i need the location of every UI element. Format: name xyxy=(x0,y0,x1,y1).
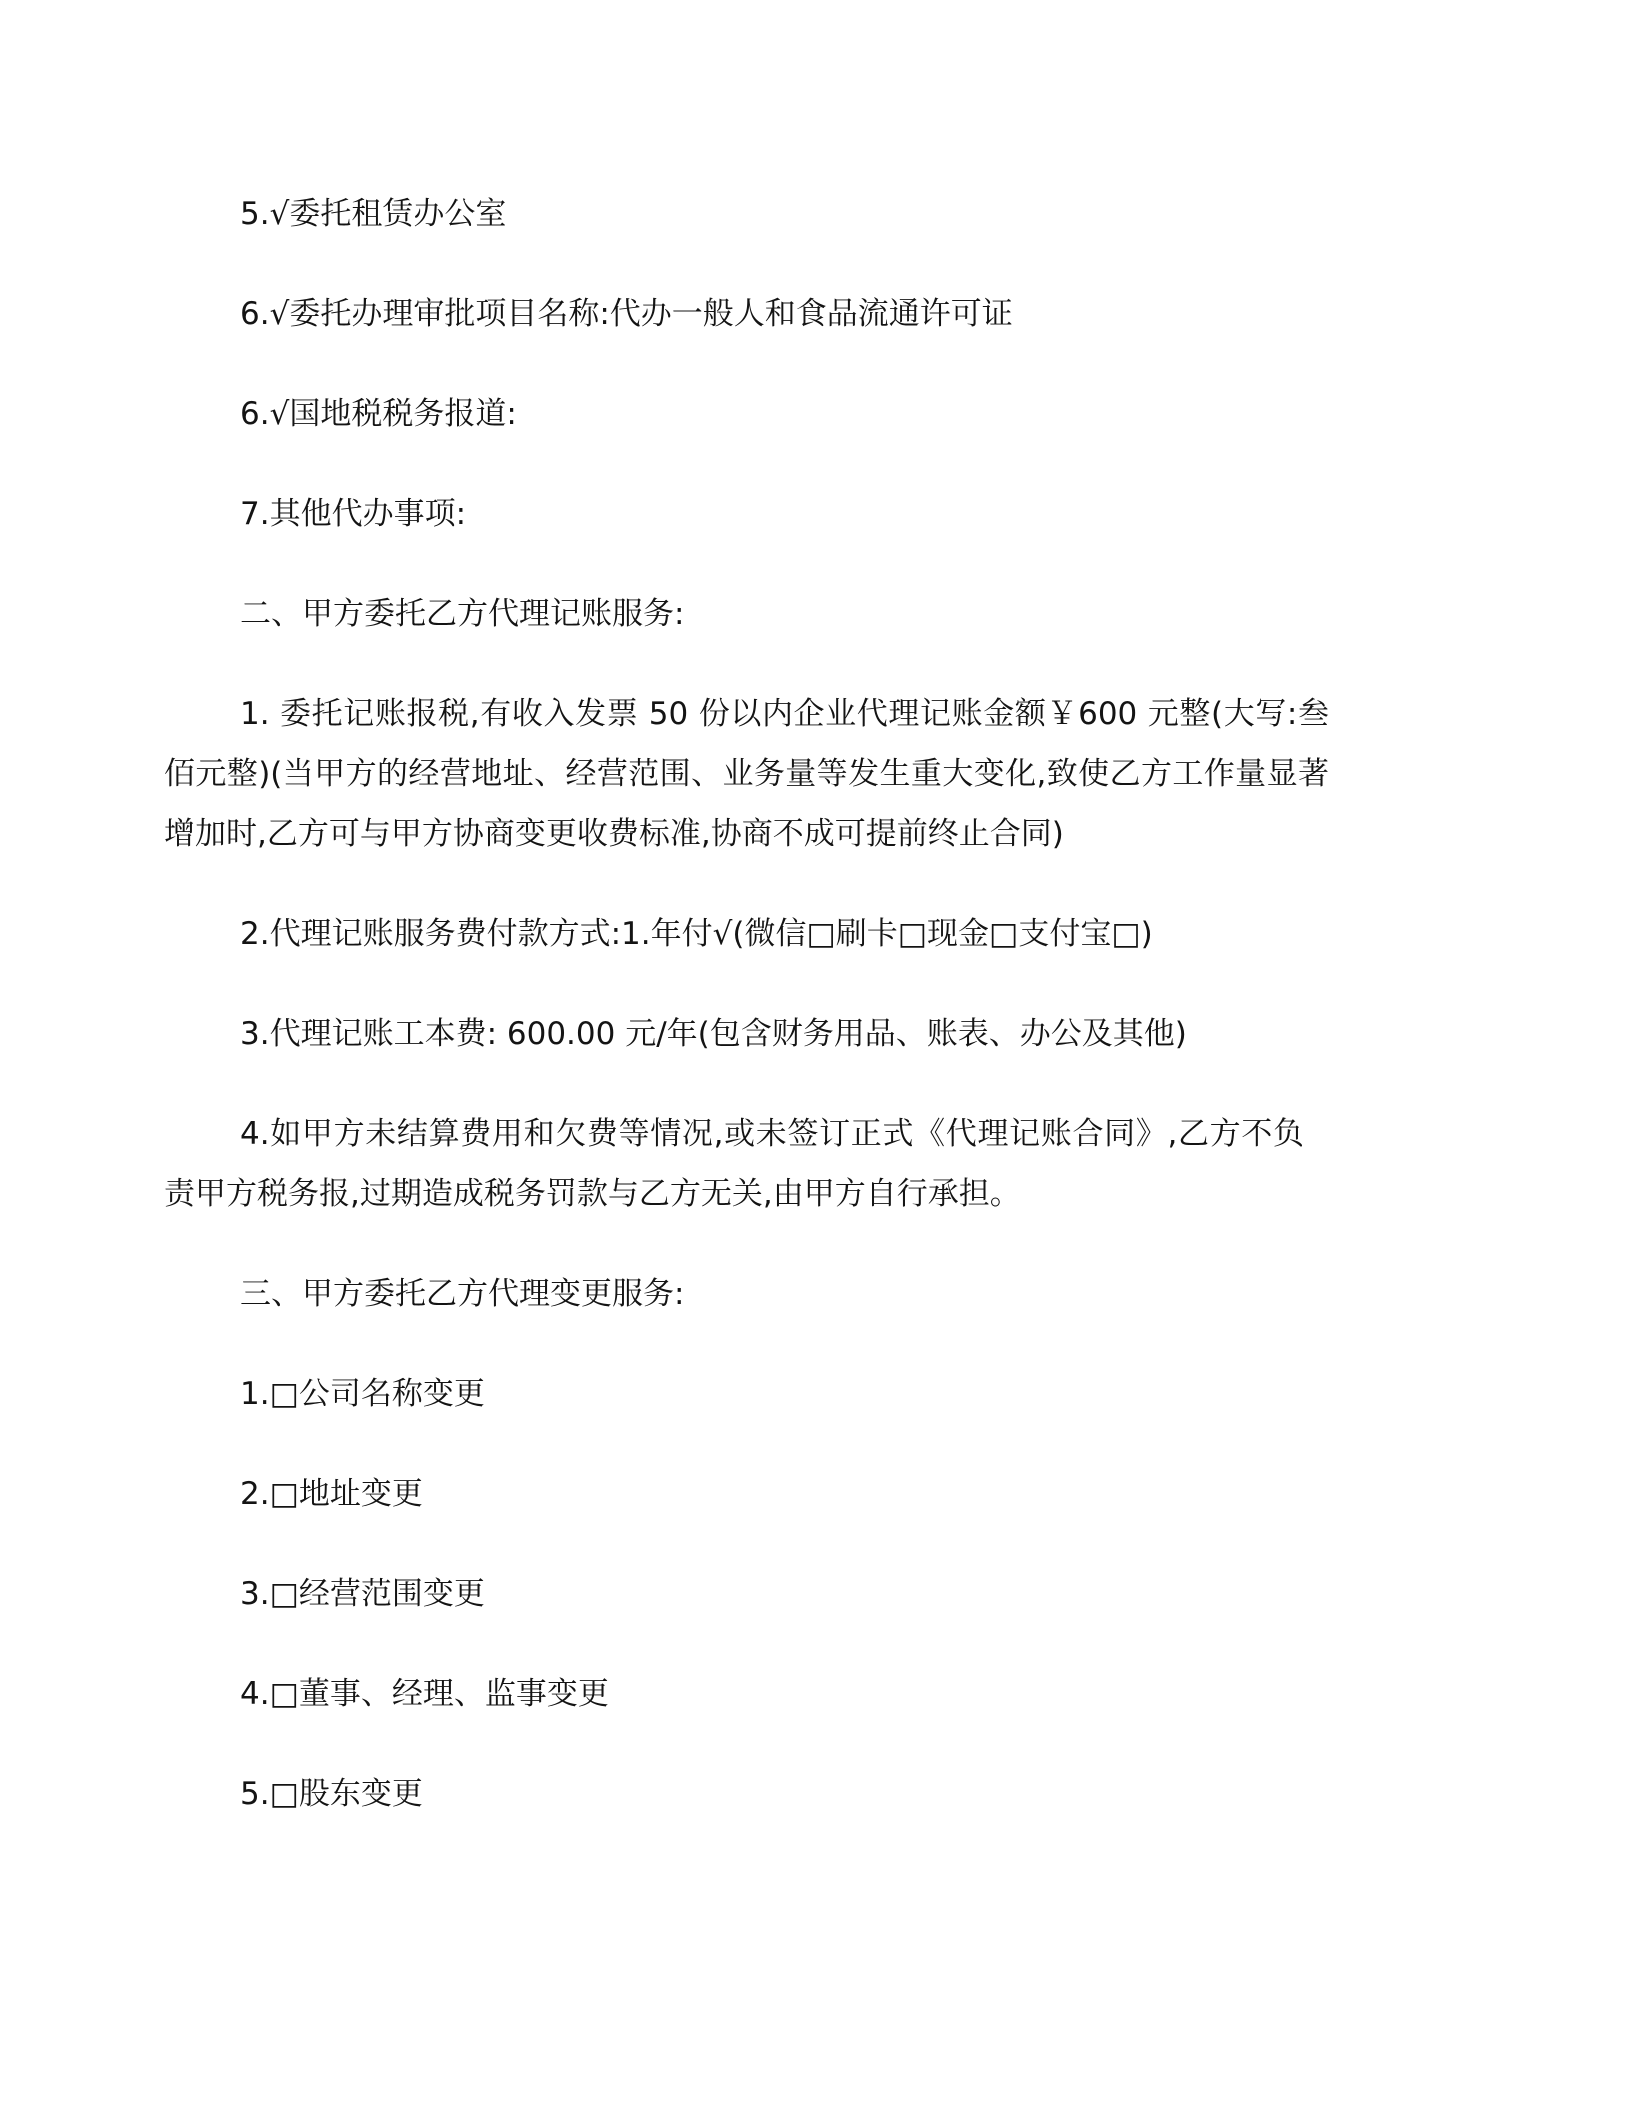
item-rent-office: 5.√委托租赁办公室 xyxy=(240,196,507,232)
section-heading-change-services: 三、甲方委托乙方代理变更服务: xyxy=(240,1276,685,1312)
item-shareholder-change: 5.□股东变更 xyxy=(240,1776,423,1812)
item-officers-change: 4.□董事、经理、监事变更 xyxy=(240,1676,609,1712)
item-address-change: 2.□地址变更 xyxy=(240,1476,423,1512)
clause-unpaid-fees: 4.如甲方未结算费用和欠费等情况,或未签订正式《代理记账合同》,乙方不负责甲方税务报,过期造成税务罚款与乙方无关,由甲方自行承担。 xyxy=(164,1116,1304,1212)
item-other-matters: 7.其他代办事项: xyxy=(240,496,467,532)
item-business-scope-change: 3.□经营范围变更 xyxy=(240,1576,485,1612)
item-tax-report: 6.√国地税税务报道: xyxy=(240,396,517,432)
clause-bookkeeping-fee: 1. 委托记账报税,有收入发票 50 份以内企业代理记账金额￥600 元整(大写:叁佰元整)(当甲方的经营地址、经营范围、业务量等发生重大变化,致使乙方工作量显著增加时,乙方可与甲方协商变更收费标准,协商不成可提前终止合同) xyxy=(164,696,1329,852)
item-company-name-change: 1.□公司名称变更 xyxy=(240,1376,485,1412)
clause-material-fee: 3.代理记账工本费: 600.00 元/年(包含财务用品、账表、办公及其他) xyxy=(240,1016,1187,1052)
section-heading-bookkeeping: 二、甲方委托乙方代理记账服务: xyxy=(240,596,685,632)
item-approval-project: 6.√委托办理审批项目名称:代办一般人和食品流通许可证 xyxy=(240,296,1013,332)
clause-payment-method: 2.代理记账服务费付款方式:1.年付√(微信□刷卡□现金□支付宝□) xyxy=(240,916,1153,952)
